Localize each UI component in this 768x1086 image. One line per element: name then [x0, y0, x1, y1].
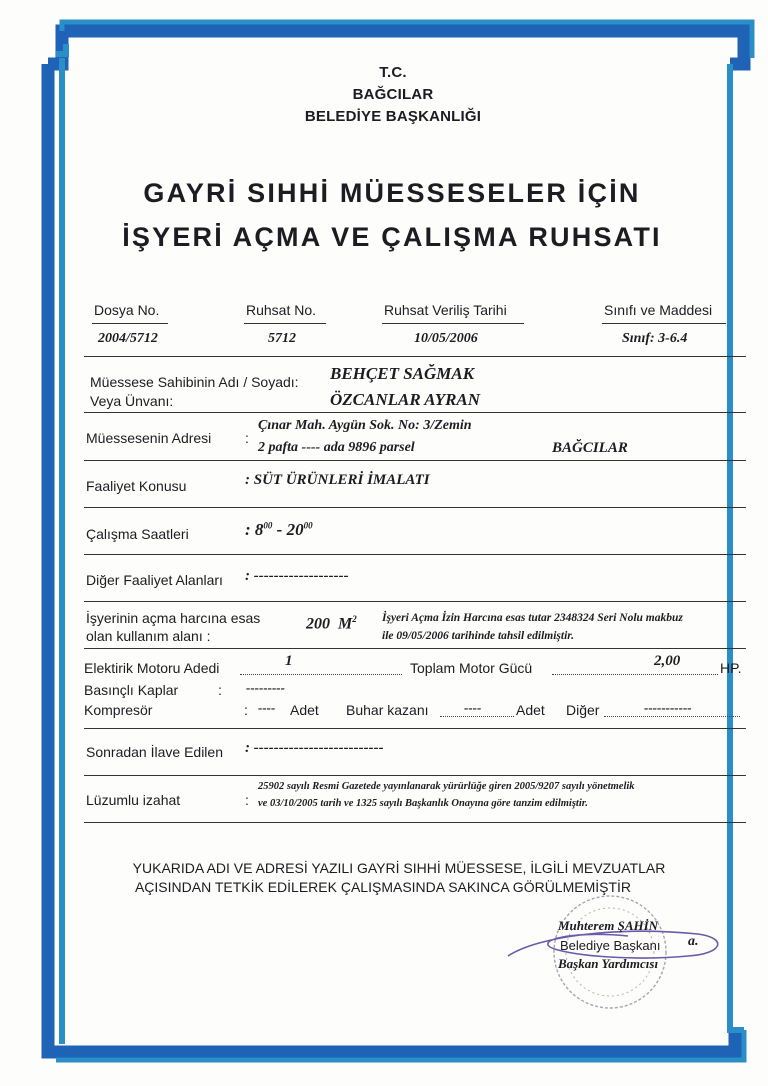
header-office: BELEDİYE BAŞKANLIĞI	[304, 108, 482, 125]
motor-count-label: Elektirik Motoru Adedi	[84, 660, 220, 676]
owner-title-label: Veya Ünvanı:	[90, 393, 174, 409]
motor-power-unit: HP.	[720, 660, 742, 676]
column-label-issue-date: Ruhsat Veriliş Tarihi	[384, 302, 507, 318]
owner-label: Müessese Sahibinin Adı / Soyadı:	[90, 374, 299, 390]
other-equipment-value: -----------	[644, 700, 692, 715]
column-underline	[244, 323, 326, 324]
explanation-label: Lüzumlu izahat	[86, 792, 181, 808]
boiler-label: Buhar kazanı	[346, 702, 429, 718]
activity-value: : SÜT ÜRÜNLERİ İMALATI	[245, 472, 430, 488]
column-underline	[382, 323, 524, 324]
other-activities-label: Diğer Faaliyet Alanları	[86, 572, 223, 588]
header-tc: T.C.	[379, 64, 407, 81]
hours-end: 20	[286, 520, 304, 539]
hours-value	[245, 520, 313, 540]
hours-label: Çalışma Saatleri	[86, 526, 189, 542]
area-label-line-1: İşyerinin açma harcına esas	[86, 610, 261, 626]
row-divider	[84, 412, 746, 413]
column-underline	[602, 323, 726, 324]
issue-date-value: 10/05/2006	[414, 331, 478, 346]
column-label-license-no: Ruhsat No.	[246, 302, 317, 318]
other-equipment-label: Diğer	[566, 702, 600, 718]
activity-label: Faaliyet Konusu	[86, 478, 187, 494]
pressure-vessels-colon: :	[218, 682, 222, 698]
compressor-label: Kompresör	[84, 702, 153, 718]
column-label-file-no: Dosya No.	[94, 302, 160, 318]
motor-count-dots	[240, 674, 402, 675]
hours-start-minutes: 00	[263, 520, 273, 531]
row-divider	[84, 356, 746, 357]
hours-end-minutes: 00	[303, 520, 313, 531]
boiler-unit: Adet	[516, 702, 545, 718]
area-label-line-2: olan kullanım alanı :	[86, 628, 211, 644]
added-later-label: Sonradan İlave Edilen	[86, 744, 223, 760]
signatory-role-1: Belediye Başkanı	[560, 938, 661, 953]
explanation-line-2: ve 03/10/2005 tarih ve 1325 sayılı Başkanlık Onayına göre tanzim edilmiştir.	[258, 798, 588, 809]
pressure-vessels-label: Basınçlı Kaplar	[84, 682, 179, 698]
boiler-dots	[440, 716, 514, 717]
hours-start: 8	[254, 520, 264, 539]
motor-power-label: Toplam Motor Gücü	[410, 660, 533, 676]
compressor-colon: :	[244, 702, 248, 718]
address-label: Müessesenin Adresi	[86, 430, 212, 446]
address-district: BAĞCILAR	[552, 440, 628, 456]
address-colon: :	[245, 430, 249, 446]
row-divider	[84, 648, 746, 649]
signatory-name: Muhterem ŞAHİN	[558, 918, 659, 933]
compressor-value: ----	[258, 700, 276, 715]
row-divider	[84, 460, 746, 461]
file-no-value: 2004/5712	[98, 331, 158, 346]
address-line-1: Çınar Mah. Aygün Sok. No: 3/Zemin	[258, 418, 472, 433]
owner-name-value: BEHÇET SAĞMAK	[330, 364, 475, 383]
hours-separator: -	[272, 520, 287, 539]
area-note-line-1: İşyeri Açma İzin Harcına esas tutar 2348324 Seri Nolu makbuz	[382, 612, 683, 624]
area-value	[306, 614, 357, 633]
owner-title-value: ÖZCANLAR AYRAN	[330, 390, 481, 409]
motor-power-value: 2,00	[654, 653, 681, 669]
row-divider	[84, 554, 746, 555]
area-note-line-2: ile 09/05/2006 tarihinde tahsil edilmiştir.	[382, 630, 575, 642]
motor-power-dots	[552, 674, 718, 675]
approval-statement-line-2: AÇISINDAN TETKİK EDİLEREK ÇALIŞMASINDA SAKINCA GÖRÜLMEMİŞTİR	[134, 879, 632, 895]
other-equipment-dots	[604, 716, 740, 717]
hours-colon: :	[245, 520, 251, 539]
boiler-value: ----	[464, 700, 482, 715]
approval-statement-line-1: YUKARIDA ADI VE ADRESİ YAZILI GAYRİ SIHHİ MÜESSESE, İLGİLİ MEVZUATLAR	[132, 860, 666, 876]
title-line-2: İŞYERİ AÇMA VE ÇALIŞMA RUHSATI	[122, 222, 662, 252]
compressor-unit: Adet	[290, 702, 319, 718]
title-line-1: GAYRİ SIHHİ MÜESSESELER İÇİN	[143, 178, 641, 208]
column-underline	[92, 323, 168, 324]
added-later-value: : --------------------------	[245, 740, 384, 756]
row-divider	[84, 601, 746, 602]
row-divider	[84, 728, 746, 729]
area-amount: 200 M	[306, 615, 353, 633]
other-activities-value: : -------------------	[245, 568, 349, 584]
signatory-role-2: Başkan Yardımcısı	[558, 956, 659, 971]
column-label-class: Sınıfı ve Maddesi	[604, 302, 713, 318]
motor-count-value: 1	[285, 653, 293, 669]
signatory-suffix: a.	[688, 934, 699, 949]
row-divider	[84, 507, 746, 508]
row-divider	[84, 822, 746, 823]
address-line-2: 2 pafta ---- ada 9896 parsel	[258, 440, 415, 455]
class-value: Sınıf: 3-6.4	[622, 331, 688, 346]
explanation-line-1: 25902 sayılı Resmi Gazetede yayınlanarak yürürlüğe giren 2005/9207 sayılı yönetmelik	[258, 781, 635, 792]
explanation-colon: :	[245, 792, 249, 808]
header-municipality: BAĞCILAR	[352, 86, 434, 103]
license-no-value: 5712	[268, 331, 296, 346]
pressure-vessels-value: ---------	[246, 680, 285, 695]
row-divider	[84, 775, 746, 776]
area-unit-exponent: 2	[352, 614, 357, 624]
